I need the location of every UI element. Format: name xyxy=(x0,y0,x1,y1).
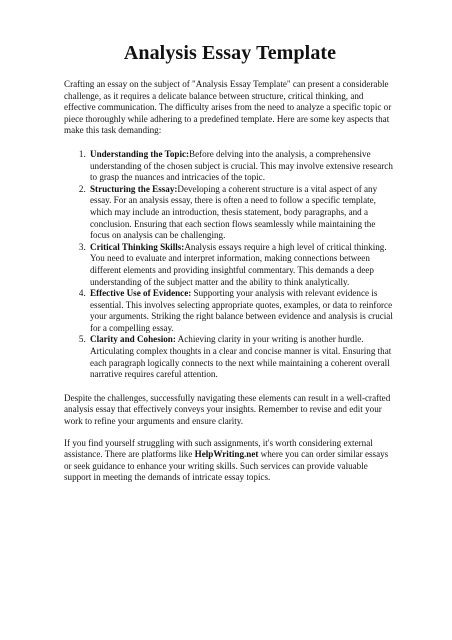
list-item xyxy=(88,242,396,288)
list-item-text: Analysis essays require a high level of critical thinking. You need to evaluate and interpret information, making connections between different elements and providing insightful commentary. This demands a deep understanding of the subject matter and the ability to think analytically. xyxy=(90,241,387,287)
closing-text-before: If you find yourself struggling with such assignments, it's worth considering external assistance. There are platforms like xyxy=(64,437,373,460)
list-item-heading: Understanding the Topic: xyxy=(90,148,190,159)
page-title: Analysis Essay Template xyxy=(123,42,337,64)
list-item-heading: Structuring the Essay: xyxy=(90,183,178,194)
closing-paragraph xyxy=(64,438,396,484)
list-item-text: Developing a coherent structure is a vital aspect of any essay. For an analysis essay, there is often a need to follow a specific template, which may include an introduction, thesis statement, body paragraphs, and a conclusion. Ensuring that each section flows seamlessly while maintaining the focus on analysis can be challenging. xyxy=(90,183,378,241)
list-item-text: Supporting your analysis with relevant evidence is essential. This involves selecting appropriate quotes, examples, or data to reinforce your arguments. Striking the right balance between evidence and analysis is crucial for a compelling essay. xyxy=(90,288,393,333)
key-aspects-list xyxy=(64,149,396,381)
helpwriting-link[interactable]: HelpWriting.net xyxy=(194,449,259,460)
intro-paragraph: Crafting an essay on the subject of "Analysis Essay Template" can present a considerable challenge, as it requires a delicate balance between structure, critical thinking, and effective communication. The difficulty arises from the need to analyze a specific topic or piece thoroughly while adhering to a predefined template. Here are some key aspects that make this task demanding: xyxy=(64,79,392,136)
list-item xyxy=(88,288,396,334)
list-item xyxy=(88,334,396,380)
list-item xyxy=(88,184,396,242)
list-item-text: Achieving clarity in your writing is another hurdle. Articulating complex thoughts in a clear and concise manner is vital. Ensuring that each paragraph logically connects to the next while maintaining a coherent overall narrative requires careful attention. xyxy=(90,334,392,380)
list-item-heading: Clarity and Cohesion: xyxy=(90,334,176,345)
list-item-heading: Critical Thinking Skills: xyxy=(90,241,185,252)
list-item-text: Before delving into the analysis, a comprehensive understanding of the chosen subject is crucial. This may involve extensive research to grasp the nuances and intricacies of the topic. xyxy=(90,148,393,183)
conclusion-paragraph: Despite the challenges, successfully navigating these elements can result in a well-crafted analysis essay that effectively conveys your insights. Remember to revise and edit your work to refine your arguments and ensure clarity. xyxy=(64,392,391,427)
list-item xyxy=(88,149,396,184)
list-item-heading: Effective Use of Evidence: xyxy=(90,288,192,299)
closing-text-after: where you can order similar essays or seek guidance to enhance your writing skills. Such services can provide valuable support in meeting the demands of intricate essay topics. xyxy=(64,449,389,483)
